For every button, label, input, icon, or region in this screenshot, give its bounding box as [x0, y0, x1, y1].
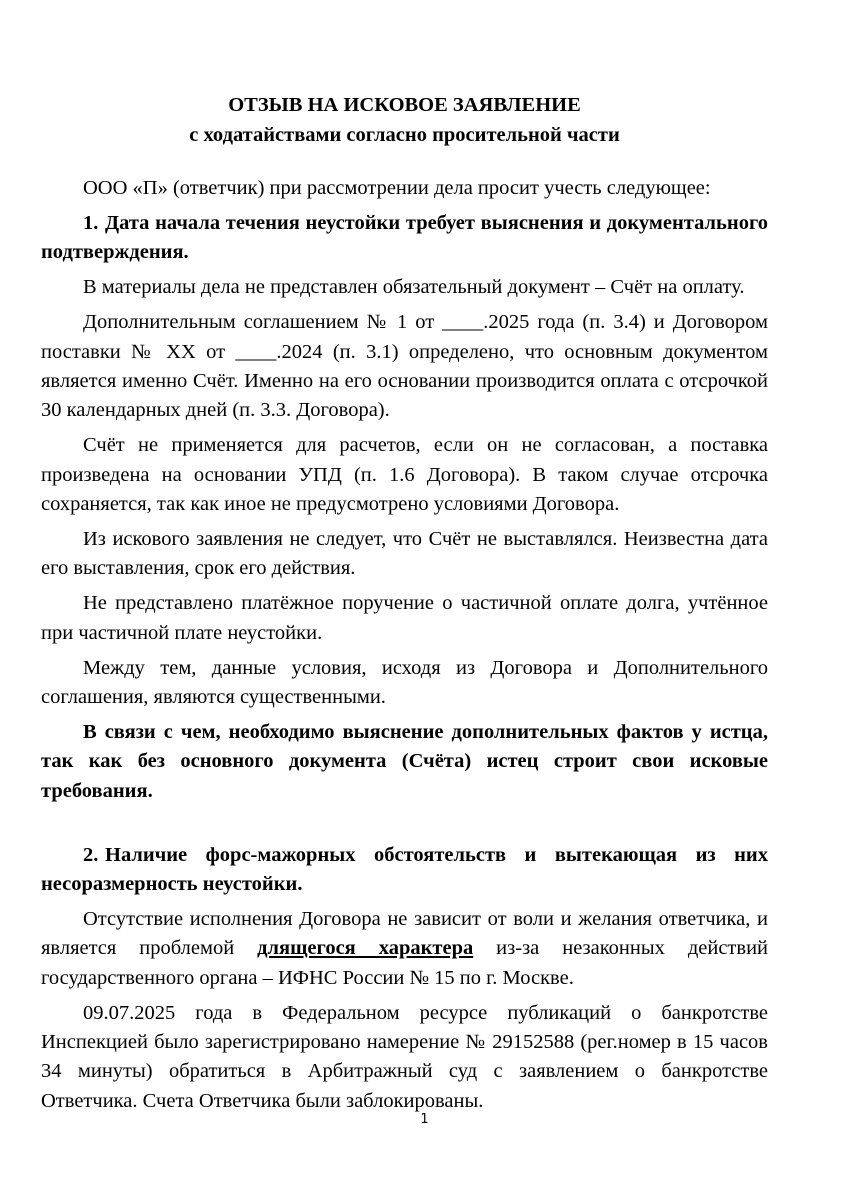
section-1-paragraph-2: Дополнительным соглашением № 1 от ____.2025 года (п. 3.4) и Договором поставки № ХХ от ____.2024 (п. 3.1) определено, что основным документом является именно Счёт. Именно на его основании производится оплата с отсрочкой 30 календарных дней (п. 3.3. Договора). — [41, 311, 768, 422]
section-2-paragraph-2: 09.07.2025 года в Федеральном ресурсе публикаций о банкротстве Инспекцией было зарегистрировано намерение № 29152588 (рег.номер в 15 часов 34 минуты) обратиться в Арбитражный суд с заявлением о банкротстве Ответчика. Счета Ответчика были заблокированы. — [41, 1001, 768, 1112]
intro-paragraph: ООО «П» (ответчик) при рассмотрении дела просит учесть следующее: — [83, 177, 711, 199]
section-2-number: 2. — [83, 843, 99, 866]
section-2-heading-text: Наличие форс-мажорных обстоятельств и вытекающая из них несоразмерность неустойки. — [41, 843, 768, 896]
section-2-paragraph-1-start: Отсутствие исполнения Договора не зависит от воли и желания ответчика, и является проблемой — [41, 907, 768, 960]
section-2-emphasis: длящегося характера — [257, 937, 474, 960]
section-1-paragraph-1: В материалы дела не представлен обязательный документ – Счёт на оплату. — [83, 276, 745, 299]
section-1-heading — [41, 209, 768, 268]
section-spacer — [41, 812, 768, 841]
section-1-paragraph-6: Между тем, данные условия, исходя из Договора и Дополнительного соглашения, являются существенными. — [41, 656, 768, 708]
section-2-paragraph-1 — [41, 905, 768, 993]
section-1-paragraph-3: Счёт не применяется для расчетов, если он не согласован, а поставка произведена на основании УПД (п. 1.6 Договора). В таком случае отсрочка сохраняется, так как иное не предусмотрено условиями Договора. — [41, 434, 768, 516]
section-2-paragraph-1-end: из-за незаконных действий государственного органа – ИФНС России № 15 по г. Москве. — [41, 937, 769, 989]
document-subtitle: с ходатайствами согласно просительной части — [189, 124, 620, 146]
section-1-paragraph-5: Не представлено платёжное поручение о частичной оплате долга, учтённое при частичной плате неустойки. — [41, 592, 768, 644]
page-number: 1 — [420, 1112, 429, 1127]
section-1-heading-text: Дата начала течения неустойки требует выяснения и документального подтверждения. — [41, 211, 768, 264]
document-body — [41, 90, 768, 1122]
document-title: ОТЗЫВ НА ИСКОВОЕ ЗАЯВЛЕНИЕ — [228, 94, 581, 116]
section-1-conclusion: В связи с чем, необходимо выяснение дополнительных фактов у истца, так как без основного документа (Счёта) истец строит свои исковые требования. — [41, 720, 768, 802]
section-2-heading — [41, 841, 768, 900]
section-1-paragraph-4: Из искового заявления не следует, что Счёт не выставлялся. Неизвестна дата его выставления, срок его действия. — [41, 527, 768, 580]
title-block — [41, 90, 768, 150]
section-1-number: 1. — [83, 211, 99, 234]
